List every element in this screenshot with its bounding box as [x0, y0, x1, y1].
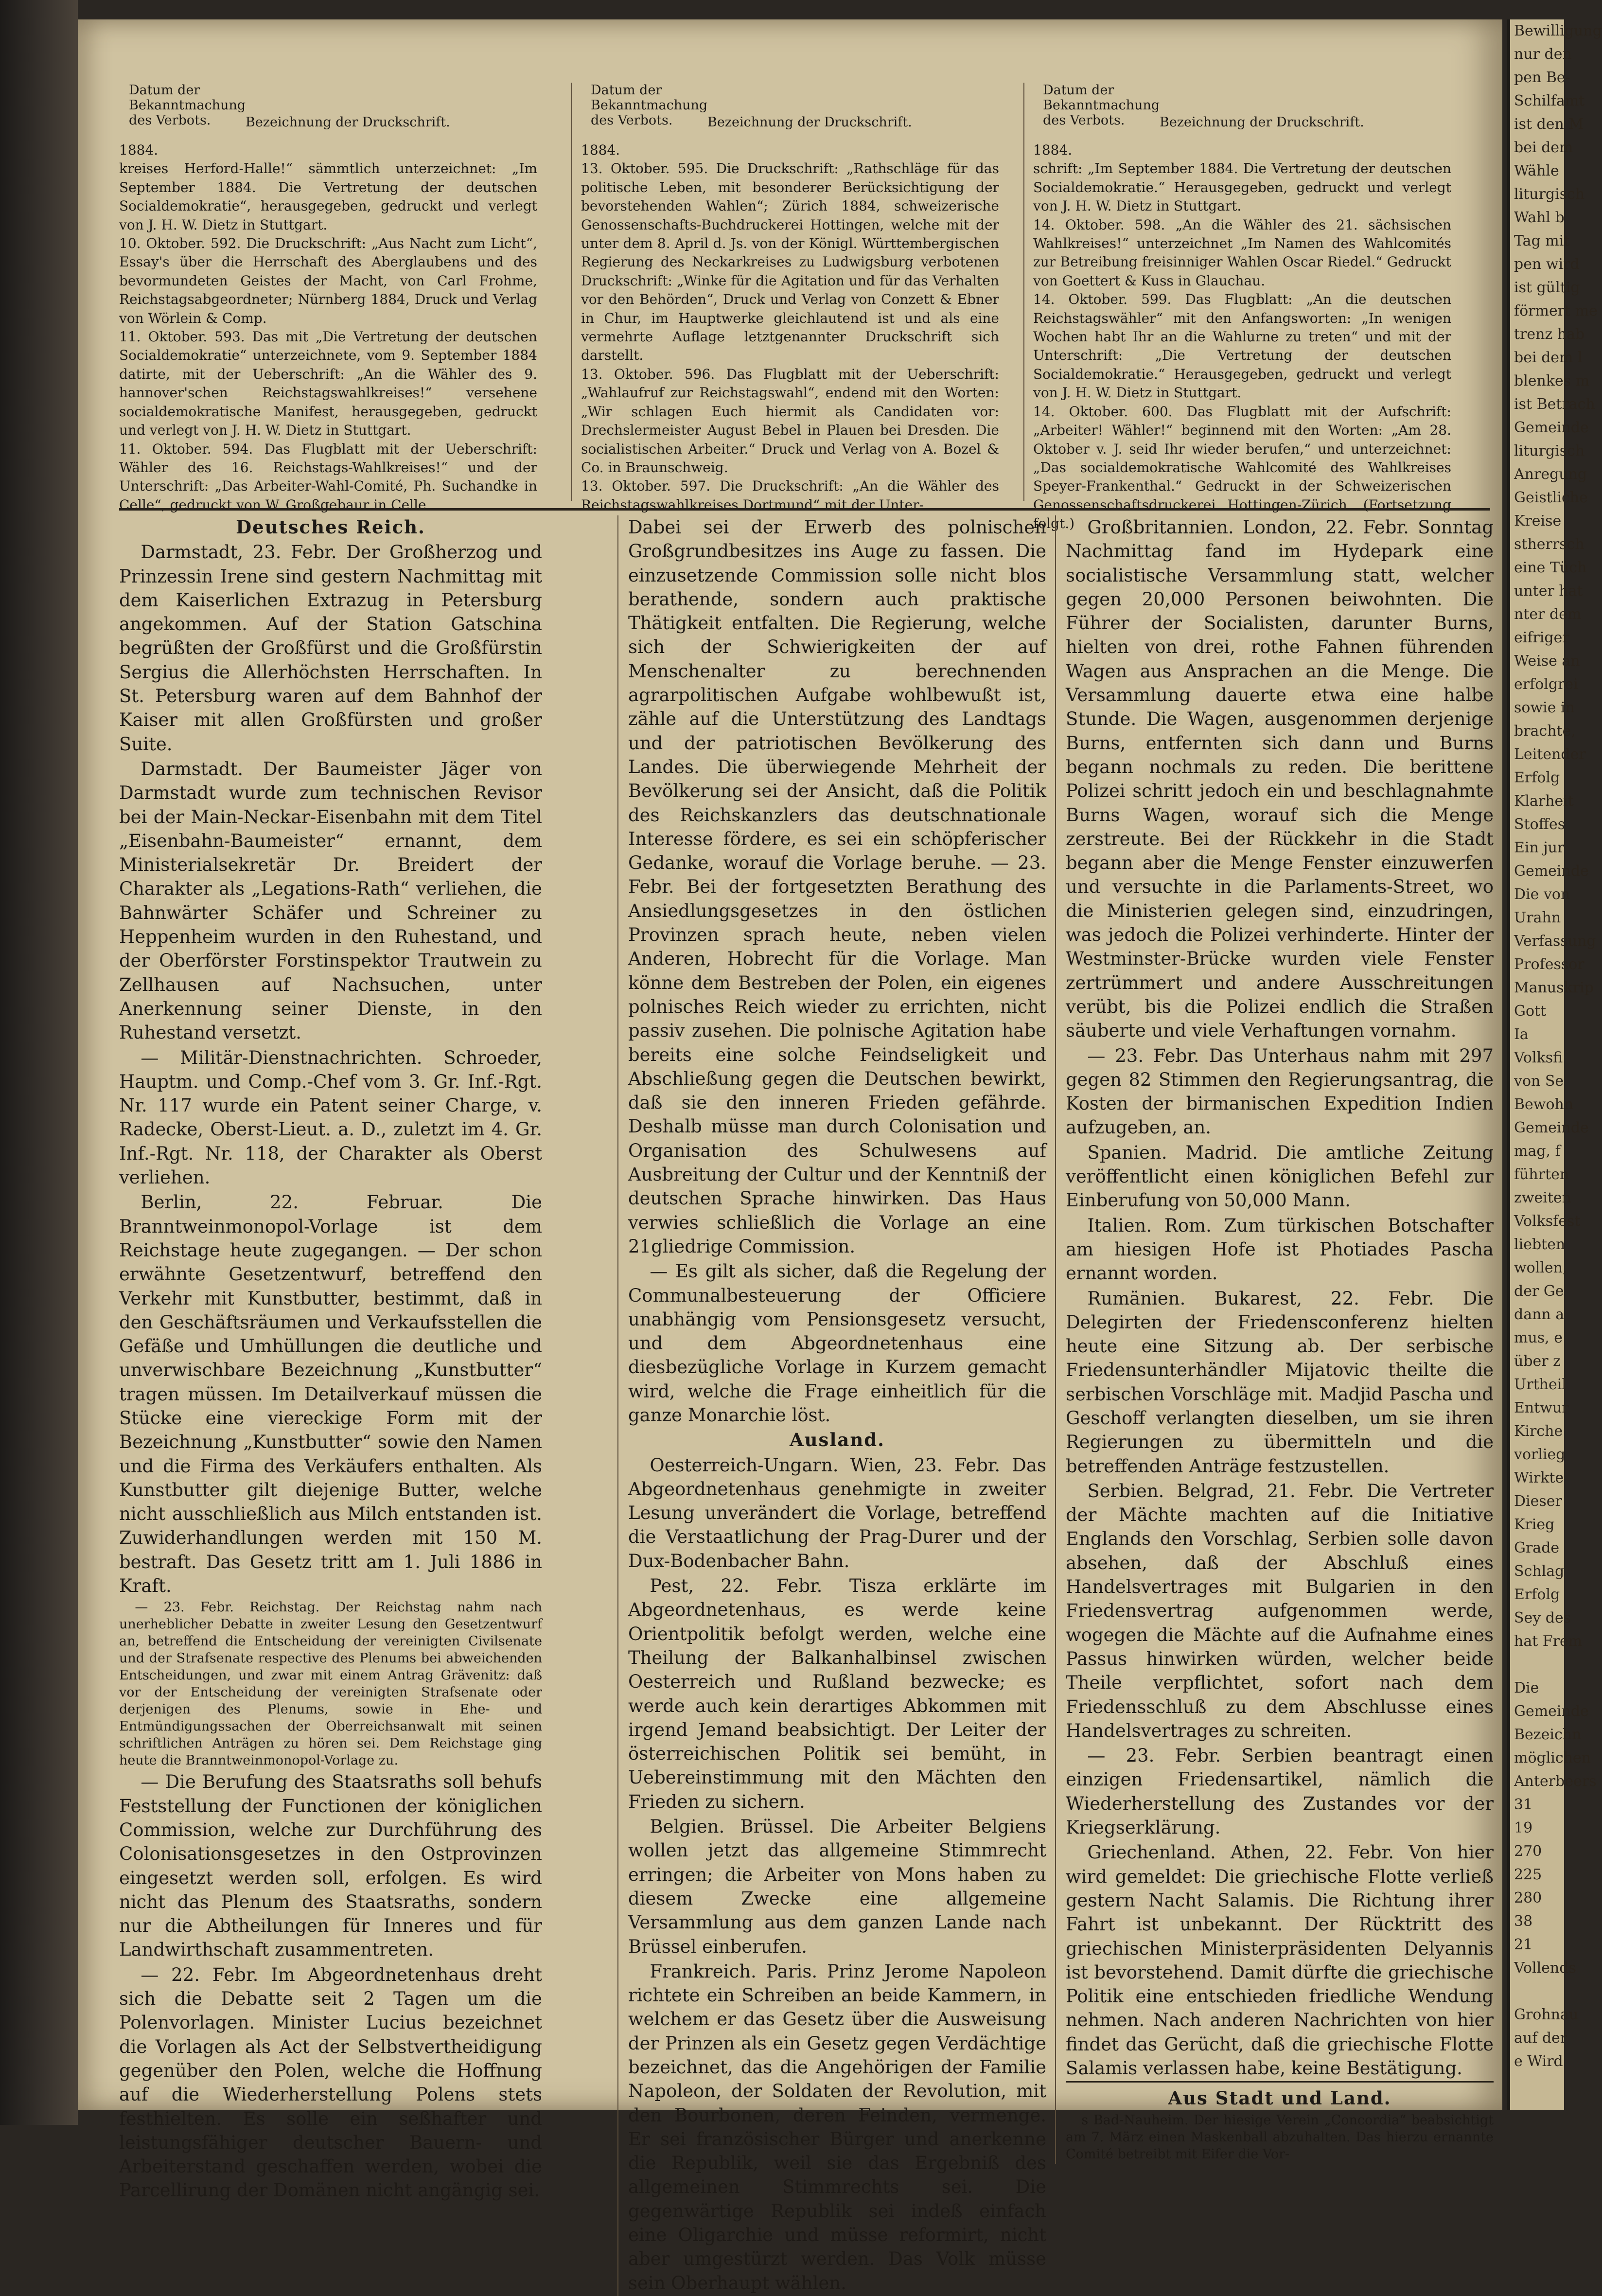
adjacent-page-fragment: eine Tüch [1514, 559, 1587, 576]
adjacent-page-fragment: mag, f [1514, 1143, 1561, 1160]
table-year: 1884. [1033, 142, 1073, 158]
header-date-label: Datum der Bekanntmachung des Verbots. [1043, 83, 1160, 128]
adjacent-page-fragment: Die von [1514, 886, 1570, 903]
adjacent-page-fragment: blenkes m [1514, 372, 1590, 389]
adjacent-page-fragment: Gemeinde [1514, 419, 1589, 436]
adjacent-page-fragment: Anterbeers [1514, 1773, 1597, 1790]
adjacent-page-fragment: möglichen [1514, 1749, 1591, 1766]
section-heading: Deutsches Reich. [236, 516, 425, 538]
adjacent-page-fragment: zweiten [1514, 1189, 1571, 1206]
adjacent-page-fragment: eifriger [1514, 629, 1569, 646]
adjacent-page-fragment: Dieser [1514, 1493, 1562, 1510]
article-paragraph: — Die Berufung des Staatsraths soll behufs Feststellung der Functionen der königlichen Commission, welche zur Durchführung des Colonisationsgesetzes in den Ostprovinzen eingesetzt werden soll, erfolgen. Es wird nicht das Plenum des Staatsraths, sondern nur die Abtheilungen für Inneres und für Landwirthschaft zusammentreten. [119, 1771, 542, 1960]
article-paragraph: Spanien. Madrid. Die amtliche Zeitung veröffentlicht einen königlichen Befehl zur Einberufung von 50,000 Mann. [1066, 1142, 1494, 1211]
adjacent-page-fragment: Volksfi [1514, 1049, 1563, 1066]
table-body [581, 141, 999, 514]
adjacent-page-fragment: förmert me [1514, 302, 1598, 319]
header-title-label: Bezeichnung der Druckschrift. [707, 115, 912, 130]
news-column-2 [617, 515, 1046, 2296]
article-paragraph: Großbritannien. London, 22. Febr. Sonntag Nachmittag fand im Hydepark eine socialistische Versammlung statt, welcher gegen 20,000 Personen beiwohnten. Die Führer der Socialisten, darunter Burns, hielten von drei, rothe Fahnen führenden Wagen aus Ansprachen an die Menge. Die Versammlung dauerte etwa eine halbe Stunde. Die Wagen, ausgenommen derjenige Burns, entfernten sich dann und Burns begann nochmals zu reden. Die berittene Polizei schritt jedoch ein und beschlagnahmte Burns Wagen, worauf sich die Menge zerstreute. Bei der Rückkehr in die Stadt begann aber die Menge Fenster einzuwerfen und versuchte in die Parlaments-Street, wo die Ministerien gelegen sind, einzudringen, was jedoch die Polizei verhinderte. Hinter der Westminster-Brücke wurden viele Fenster zertrümmert und andere Ausschreitungen verübt, bis die Polizei endlich die Straßen säuberte und viele Verhaftungen vornahm. [1066, 517, 1494, 1042]
adjacent-page-fragment: Gemeinde [1514, 1703, 1589, 1720]
adjacent-page-fragment: pen wird [1514, 256, 1580, 273]
adjacent-page-fragment: Schlag [1514, 1563, 1565, 1580]
adjacent-page-fragment: Urtheil [1514, 1376, 1567, 1393]
adjacent-page-fragment: Professor [1514, 956, 1584, 973]
adjacent-page-fragment: 280 [1514, 1890, 1542, 1907]
adjacent-page-fragment: Wähle [1514, 162, 1559, 179]
article-paragraph: Dabei sei der Erwerb des polnischen Großgrundbesitzes ins Auge zu fassen. Die einzusetzende Commission solle nicht blos berathende, sondern auch praktische Thätigkeit entfalten. Die Regierung, welche sich der Schwierigkeiten der auf Menschenalter zu berechnenden agrarpolitischen Aufgabe wohlbewußt ist, zähle auf die Unterstützung des Landtags und der patriotischen Bevölkerung des Landes. Die überwiegende Mehrheit der Bevölkerung sei der Ansicht, daß die Politik des Reichskanzlers das deutschnationale Interesse fördere, es sei ein schöpferischer Gedanke, worauf die Vorlage beruhe. — 23. Febr. Bei der fortgesetzten Berathung des Ansiedlungsgesetzes in den östlichen Provinzen sprach heute, neben vielen Anderen, Hobrecht für die Vorlage. Man könne dem Bestreben der Polen, ein eigenes polnisches Reich wieder zu errichten, nicht passiv zusehen. Die polnische Agitation habe bereits eine solche Feindseligkeit und Abschließung gegen die Deutschen bewirkt, daß sie den inneren Frieden gefährde. Deshalb müsse man durch Colonisation und Organisation des Schulwesens auf Ausbreitung der Cultur und der Kenntniß der deutschen Sprache hinwirken. Das Haus verwies schließlich die Vorlage an eine 21gliedrige Commission. [628, 517, 1046, 1257]
adjacent-page-fragment: Gemeinde [1514, 863, 1589, 880]
adjacent-page-fragment: nter dem [1514, 606, 1582, 623]
adjacent-page-fragment: bei dem l [1514, 349, 1583, 366]
adjacent-page-fragment: ist gültig [1514, 279, 1580, 296]
article-paragraph: Serbien. Belgrad, 21. Febr. Die Vertreter der Mächte machten auf die Initiative Englands den Vorschlag, Serbien solle davon absehen, daß der Abschluß eines Handelsvertrages mit Bulgarien in den Friedensvertrag aufgenommen werde, wogegen die Mächte auf die Aufnahme eines Passus hinwirken würden, welcher beide Theile verpflichtet, sofort nach dem Friedensschluß zu dem Abschlusse eines Handelsvertrages zu schreiten. [1066, 1480, 1494, 1741]
article-paragraph: — Es gilt als sicher, daß die Regelung der Communalbesteuerung der Officiere unabhängig vom Pensionsgesetz versucht, und dem Abgeordnetenhaus eine diesbezügliche Vorlage in Kurzem gemacht wird, welche die Frage einheitlich für die ganze Monarchie löst. [628, 1261, 1046, 1426]
adjacent-page-fragment: liebten [1514, 1236, 1566, 1253]
adjacent-page-fragment: 21 [1514, 1936, 1533, 1953]
article-paragraph: Berlin, 22. Februar. Die Branntweinmonopol-Vorlage ist dem Reichstage heute zugegangen. — Der schon erwähnte Gesetzentwurf, betreffend den Verkehr mit Kunstbutter, bestimmt, daß in den Geschäftsräumen und Verkaufsstellen die Gefäße und Umhüllungen die deutliche und unverwischbare Bezeichnung „Kunstbutter“ tragen müssen. Im Detailverkauf müssen die Stücke eine viereckige Form mit der Bezeichnung „Kunstbutter“ sowie den Namen und die Firma des Verkäufers enthalten. Als Kunstbutter gilt diejenige Butter, welche nicht ausschließlich aus Milch entstanden ist. Zuwiderhandlungen werden mit 150 M. bestraft. Das Gesetz tritt am 1. Juli 1886 in Kraft. [119, 1192, 542, 1597]
adjacent-page-fragment: 31 [1514, 1796, 1533, 1813]
adjacent-page-fragment: Ein jur [1514, 839, 1565, 856]
article-paragraph: — 23. Febr. Das Unterhaus nahm mit 297 gegen 82 Stimmen den Regierungsantrag, die Kosten der birmanischen Expedition Indien aufzugeben, an. [1066, 1045, 1494, 1138]
adjacent-page-fragment: 38 [1514, 1913, 1533, 1930]
adjacent-page-fragment: Klarheit [1514, 793, 1574, 810]
section-heading: Aus Stadt und Land. [1066, 2081, 1494, 2110]
adjacent-page-fragment: Volksfest [1514, 1213, 1581, 1230]
article-paragraph: Italien. Rom. Zum türkischen Botschafter am hiesigen Hofe ist Photiades Pascha ernannt worden. [1066, 1215, 1494, 1284]
adjacent-page-fragment: vorlieg [1514, 1446, 1566, 1463]
table-year: 1884. [119, 142, 158, 158]
adjacent-page-fragment: Tag mit [1514, 232, 1570, 249]
table-column-1 [119, 83, 537, 513]
adjacent-page-fragment: hat Frem [1514, 1633, 1583, 1650]
article-paragraph: Frankreich. Paris. Prinz Jerome Napoleon richtete ein Schreiben an beide Kammern, in welchem er das Gesetz über die Ausweisung der Prinzen als ein Gesetz gegen Verdächtige bezeichnet, das die Angehörigen der Familie Napoleon, der Soldaten der Revolution, mit den Bourbonen, deren Feinden, vermenge. Er sei französischer Bürger und anerkenne die Republik, weil sie das Ergebniß des allgemeinen Stimmrechts sei. Die gegenwärtige Republik sei indeß einfach eine Oligarchie und müsse reformirt, nicht aber umgestürzt werden. Das Volk müsse sein Oberhaupt wählen. [628, 1960, 1046, 2294]
adjacent-page-fragment: Erfolg [1514, 1586, 1560, 1603]
table-header [581, 83, 999, 141]
table-entries: schrift: „Im September 1884. Die Vertretung der deutschen Socialdemokratie.“ Herausgegeben, gedruckt und verlegt von J. H. W. Dietz in Stuttgart. 14. Oktober. 598. „An die Wähler des 21. sächsischen Wahlkreises!“ unterzeichnet „Im Namen des Wahlcomités zur Betreibung freisinniger Wahlen Oscar Riedel.“ Gedruckt von Goettert & Kuss in Glauchau. 14. Oktober. 599. Das Flugblatt: „An die deutschen Reichstagswähler“ mit den Anfangsworten: „In wenigen Wochen habt Ihr an die Wahlurne zu treten“ und mit der Unterschrift: „Die Vertretung der deutschen Socialdemokratie.“ Herausgegeben, gedruckt und verlegt von J. H. W. Dietz in Stuttgart. 14. Oktober. 600. Das Flugblatt mit der Aufschrift: „Arbeiter! Wähler!“ beginnend mit den Worten: „Am 28. Oktober v. J. seid Ihr wieder berufen,“ und unterzeichnet: „Das socialdemokratische Wahlcomité des Wahlkreises Speyer-Frankenthal.“ Gedruckt in der Schweizerischen Genossenschaftsdruckerei Hottingen-Zürich. (Fortsetzung folgt.) [1033, 160, 1451, 532]
book-binding [0, 0, 78, 2125]
adjacent-page-fragment: von Se [1514, 1073, 1564, 1090]
adjacent-page-fragment: Grade [1514, 1539, 1560, 1556]
article-paragraph: Rumänien. Bukarest, 22. Febr. Die Delegirten der Friedensconferenz hielten heute eine Sitzung ab. Der serbische Friedensunterhändler Mijatovic theilte die serbischen Vorschläge mit. Madjid Pascha und Geschoff verlangten dieselben, um sie ihren Regierungen zu übermitteln und die betreffenden Anträge festzustellen. [1066, 1288, 1494, 1477]
header-date-label: Datum der Bekanntmachung des Verbots. [129, 83, 246, 128]
article-paragraph: — Militär-Dienstnachrichten. Schroeder, Hauptm. und Comp.-Chef vom 3. Gr. Inf.-Rgt. Nr. 117 wurde ein Patent seiner Charge, v. Radecke, Oberst-Lieut. a. D., zuletzt im 4. Gr. Inf.-Rgt. Nr. 118, der Charakter als Oberst verliehen. [119, 1047, 542, 1188]
article-paragraph: Belgien. Brüssel. Die Arbeiter Belgiens wollen jetzt das allgemeine Stimmrecht erringen; die Arbeiter von Mons haben zu diesem Zwecke eine allgemeine Versammlung aus dem ganzen Lande nach Brüssel einberufen. [628, 1816, 1046, 1957]
table-header [1033, 83, 1451, 141]
adjacent-page-fragment: Sey des [1514, 1609, 1571, 1626]
adjacent-page-fragment: Urahn [1514, 909, 1561, 926]
adjacent-page-fragment: Wahl b [1514, 209, 1565, 226]
adjacent-page-fragment: Manuskrip [1514, 979, 1594, 996]
adjacent-page-fragment: der Ge [1514, 1283, 1564, 1300]
news-column-3 [1055, 515, 1494, 2164]
adjacent-page-fragment: auf der [1514, 2030, 1567, 2047]
adjacent-page-fragment: führten [1514, 1166, 1569, 1183]
article-paragraph: Darmstadt. Der Baumeister Jäger von Darmstadt wurde zum technischen Revisor bei der Main-Neckar-Eisenbahn mit dem Titel „Eisenbahn-Baumeister“ ernannt, dem Ministerialsekretär Dr. Breidert der Charakter als „Legations-Rath“ verliehen, die Bahnwärter Schäfer und Schreiner zu Heppenheim wurden in den Ruhestand, und der Oberförster Forstinspektor Trautwein zu Zellhausen auf Nachsuchen, unter Anerkennung seiner Dienste, in den Ruhestand versetzt. [119, 758, 542, 1043]
section-divider [119, 508, 1490, 511]
section-heading: Ausland. [789, 1429, 885, 1451]
adjacent-page-fragment: Schilfamt [1514, 92, 1585, 109]
adjacent-page-fragment: Bezeichn [1514, 1726, 1582, 1743]
adjacent-page-fragment: Bewohn [1514, 1096, 1574, 1113]
adjacent-page-fragment: Die [1514, 1679, 1539, 1696]
adjacent-page-fragment: Gott [1514, 1003, 1547, 1020]
adjacent-page-fragment: Kirche [1514, 1423, 1563, 1440]
article-paragraph: — 22. Febr. Im Abgeordnetenhaus dreht sich die Debatte seit 2 Tagen um die Polenvorlagen. Minister Lucius bezeichnet die Vorlagen als Act der Selbstvertheidigung gegenüber den Polen, welche die Hoffnung auf die Wiederherstellung Polens stets festhielten. Es solle ein seßhafter und leistungsfähiger deutscher Bauern- und Arbeiterstand geschaffen werden, wobei die Parcellirung der Domänen nicht angängig sei. [119, 1964, 542, 2201]
adjacent-page-fragment: mus, e [1514, 1329, 1563, 1346]
table-body [119, 141, 537, 514]
adjacent-page-fragment: Wirkte [1514, 1469, 1564, 1486]
adjacent-page-fragment: wollen, [1514, 1259, 1567, 1276]
article-paragraph: Darmstadt, 23. Febr. Der Großherzog und Prinzessin Irene sind gestern Nachmittag mit dem Kaiserlichen Extrazug in Petersburg angekommen. Auf der Station Gatschina begrüßten der Großfürst und die Großfürstin Sergius die Allerhöchsten Herrschaften. In St. Petersburg waren auf dem Bahnhof der Kaiser mit allen Großfürsten und großer Suite. [119, 542, 542, 755]
adjacent-page-fragment: Grohnau [1514, 2006, 1579, 2023]
adjacent-page-fragment: 19 [1514, 1819, 1533, 1837]
adjacent-page-fragment: sowie in [1514, 699, 1575, 716]
table-column-2 [571, 83, 999, 513]
adjacent-page-fragment: ist den M [1514, 116, 1584, 133]
adjacent-page-fragment: Entwur [1514, 1399, 1569, 1416]
adjacent-page-fragment: unter hat [1514, 583, 1583, 600]
adjacent-page-fragment: Stoffes [1514, 816, 1566, 833]
adjacent-page-fragment: Weise an [1514, 653, 1580, 670]
article-paragraph: Griechenland. Athen, 22. Febr. Von hier wird gemeldet: Die griechische Flotte verließ gestern Nacht Salamis. Die Richtung ihrer Fahrt ist unbekannt. Der Rücktritt des griechischen Ministerpräsidenten Delyannis ist bevorstehend. Damit dürfte die griechische Politik eine entschieden friedliche Wendung nehmen. Nach anderen Nachrichten von hier findet das Gerücht, daß die griechische Flotte Salamis verlassen habe, keine Bestätigung. [1066, 1842, 1494, 2079]
adjacent-page-fragment: Erfolg [1514, 769, 1560, 786]
table-column-3 [1023, 83, 1451, 532]
adjacent-page-fragment: liturgisch [1514, 186, 1585, 203]
adjacent-page-fragment: Kreise [1514, 512, 1562, 530]
article-paragraph: Pest, 22. Febr. Tisza erklärte im Abgeordnetenhaus, es werde keine Orientpolitik befolgt werden, welche eine Theilung der Balkanhalbinsel zwischen Oesterreich und Rußland bezwecke; es werde auch kein derartiges Abkommen mit irgend Jemand beabsichtigt. Der Leiter der österreichischen Politik sei bemüht, in Uebereinstimmung mit den Mächten den Frieden zu sichern. [628, 1575, 1046, 1812]
article-paragraph: Oesterreich-Ungarn. Wien, 23. Febr. Das Abgeordnetenhaus genehmigte in zweiter Lesung unverändert die Vorlage, betreffend die Verstaatlichung der Prag-Durer und der Dux-Bodenbacher Bahn. [628, 1454, 1046, 1572]
adjacent-page-fragment: liturgisch [1514, 442, 1585, 459]
adjacent-page-fragment: pen Be- [1514, 69, 1570, 86]
adjacent-page-fragment: Geistliche [1514, 489, 1588, 506]
adjacent-page-fragment: Vollends [1514, 1960, 1576, 1977]
adjacent-page-fragment: Leitender [1514, 746, 1586, 763]
adjacent-page-fragment [1510, 1980, 1564, 2003]
adjacent-page-fragment: e Wird [1514, 2053, 1563, 2070]
news-column-1 [119, 515, 542, 2204]
adjacent-page-fragment: stherrsch [1514, 536, 1584, 553]
adjacent-page-fragment: Anregung [1514, 466, 1587, 483]
adjacent-page-fragment: trenz hab [1514, 326, 1585, 343]
adjacent-page-fragment: nur den [1514, 46, 1572, 63]
table-body [1033, 141, 1451, 533]
local-news-paragraph: s Bad-Nauheim. Der hiesige Verein „Concordia“ beabsichtigt am 7. März einen Maskenball abzuhalten. Das hierzu ernannte Comité betreibt mit Eifer die Vor- [1066, 2112, 1494, 2162]
adjacent-page-fragment: Verfassung [1514, 933, 1596, 950]
adjacent-page-fragment: Krieg [1514, 1516, 1555, 1533]
table-year: 1884. [581, 142, 620, 158]
header-date-label: Datum der Bekanntmachung des Verbots. [591, 83, 708, 128]
adjacent-page-fragment: erfolgrei [1514, 676, 1578, 693]
article-paragraph-small: — 23. Febr. Reichstag. Der Reichstag nahm nach unerheblicher Debatte in zweiter Lesung den Gesetzentwurf an, betreffend die Entscheidung der vereinigten Civilsenate und der Strafsenate respective des Plenums bei abweichenden Entscheidungen, und zwar mit einem Antrag Grävenitz: daß vor der Entscheidung der vereinigten Strafsenate oder derjenigen des Plenums, sowie in Ehe- und Entmündigungssachen der Oberreichsanwalt mit seinen schriftlichen Anträgen zu hören sei. Dem Reichstage ging heute die Branntweinmonopol-Vorlage zu. [119, 1600, 542, 1768]
article-paragraph: — 23. Febr. Serbien beantragt einen einzigen Friedensartikel, nämlich die Wiederherstellung des Zustandes vor der Kriegserklärung. [1066, 1745, 1494, 1838]
table-header [119, 83, 537, 141]
adjacent-page-strip [1507, 19, 1602, 2110]
header-title-label: Bezeichnung der Druckschrift. [246, 115, 450, 130]
adjacent-page-fragment [1510, 1653, 1564, 1677]
adjacent-page-fragment: Gemeinde [1514, 1119, 1589, 1136]
adjacent-page-fragment: 270 [1514, 1843, 1542, 1860]
adjacent-page-fragment: über z [1514, 1353, 1561, 1370]
adjacent-page-fragment: 225 [1514, 1866, 1542, 1883]
table-entries: kreises Herford-Halle!“ sämmtlich unterzeichnet: „Im September 1884. Die Vertretung der deutschen Socialdemokratie“, herausgegeben, gedruckt und verlegt von J. H. W. Dietz in Stuttgart. 10. Oktober. 592. Die Druckschrift: „Aus Nacht zum Licht“, Essay's über die Herrschaft des Aberglaubens und des bevormundeten Geistes der Macht, von Carl Frohme, Reichstagsabgeordneter; Nürnberg 1884, Druck und Verlag von Wörlein & Comp. 11. Oktober. 593. Das mit „Die Vertretung der deutschen Socialdemokratie“ unterzeichnete, vom 9. September 1884 datirte, mit der Ueberschrift: „An die Wähler des 9. hannover'schen Reichstagswahlkreises!“ versehene socialdemokratische Manifest, herausgegeben, gedruckt und verlegt von J. H. W. Dietz in Stuttgart. 11. Oktober. 594. Das Flugblatt mit der Ueberschrift: Wähler des 16. Reichstags-Wahlkreises!“ und der Unterschrift: „Das Arbeiter-Wahl-Comité, Ph. Suchandke in Celle“, gedruckt von W. Großgebaur in Celle. [119, 160, 537, 513]
adjacent-page-fragment: Bewilligung [1514, 22, 1602, 39]
table-entries: 13. Oktober. 595. Die Druckschrift: „Rathschläge für das politische Leben, mit besonderer Berücksichtigung der bevorstehenden Wahlen“; Zürich 1884, schweizerische Genossenschafts-Buchdruckerei Hottingen, welche mit der unter dem 8. April d. Js. von der Königl. Württembergischen Regierung des Neckarkreises zu Ludwigsburg verbotenen Druckschrift: „Winke für die Agitation und für das Verhalten vor den Behörden“, Druck und Verlag von Conzett & Ebner in Chur, im Hauptwerke gleichlautend ist und als eine vermehrte Auflage letztgenannter Druckschrift sich darstellt. 13. Oktober. 596. Das Flugblatt mit der Ueberschrift: „Wahlaufruf zur Reichstagswahl“, endend mit den Worten: „Wir schlagen Euch hiermit als Candidaten vor: Drechslermeister August Bebel in Plauen bei Dresden. Die socialistischen Arbeiter.“ Druck und Verlag von A. Bozel & Co. in Braunschweig. 13. Oktober. 597. Die Druckschrift: „An die Wähler des Reichstagswahlkreises Dortmund“ mit der Unter- [581, 160, 999, 513]
adjacent-page-fragment: Ia [1514, 1026, 1529, 1043]
header-title-label: Bezeichnung der Druckschrift. [1160, 115, 1364, 130]
adjacent-page-fragment: dann a [1514, 1306, 1565, 1323]
adjacent-page-fragment: bei dem [1514, 139, 1573, 156]
adjacent-page-fragment: ist Betrach [1514, 396, 1595, 413]
adjacent-page-fragment: brachte, [1514, 723, 1576, 740]
